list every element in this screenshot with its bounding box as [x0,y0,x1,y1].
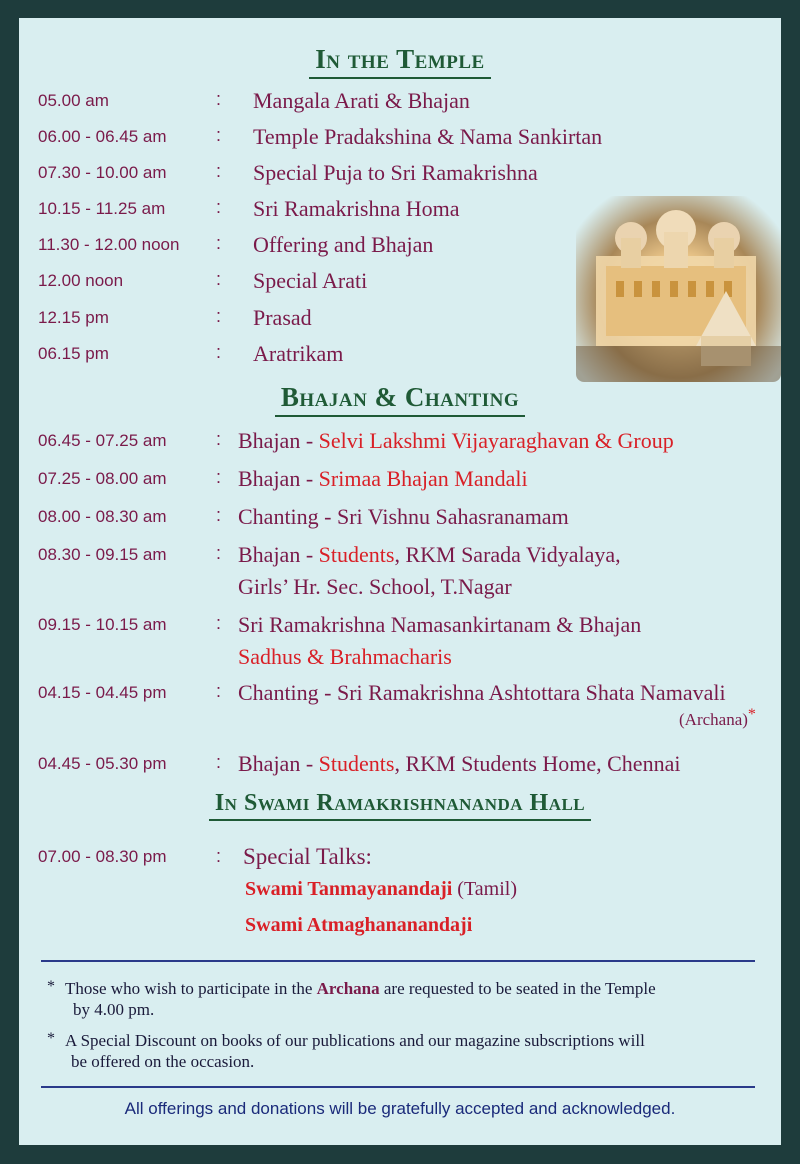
note-star: * [47,978,55,995]
divider-bottom [41,1086,755,1088]
colon: : [216,197,222,217]
desc [238,428,674,454]
time: 12.15 pm [38,308,109,327]
desc [238,466,528,492]
desc: Aratrikam [253,341,344,366]
colon: : [216,429,222,449]
note-emphasis: Archana [316,979,380,998]
desc: Prasad [253,305,312,330]
performer: Srimaa Bhajan Mandali [318,466,528,491]
colon: : [216,125,222,145]
desc-prefix: Bhajan - [238,751,319,776]
colon: : [216,233,222,253]
note-part: Those who wish to participate in the [65,979,317,998]
speaker [245,878,517,901]
performer: Selvi Lakshmi Vijayaraghavan & Group [318,428,674,453]
heading-hall [19,790,781,821]
colon: : [216,269,222,289]
desc: Sri Ramakrishna Namasankirtanam & Bhajan [238,612,642,637]
time: 06.15 pm [38,344,109,363]
desc: Sri Ramakrishna Homa [253,196,460,221]
time: 05.00 am [38,91,109,110]
desc: Temple Pradakshina & Nama Sankirtan [253,124,603,149]
note-part: by 4.00 pm. [73,1000,155,1019]
heading-temple-text: In the Temple [309,44,490,79]
time: 07.25 - 08.00 am [38,469,167,488]
time: 11.30 - 12.00 noon [38,235,180,254]
desc [238,542,621,568]
program-panel [19,18,781,1145]
time: 06.45 - 07.25 am [38,431,167,450]
time: 12.00 noon [38,271,124,290]
desc: Mangala Arati & Bhajan [253,88,470,113]
desc: Offering and Bhajan [253,232,434,257]
note-part: are requested to be seated in the Temple [379,979,656,998]
performer: Students [318,751,395,776]
colon: : [216,846,222,866]
desc: Special Puja to Sri Ramakrishna [253,160,538,185]
archana-label: (Archana) [679,710,748,729]
heading-bhajan-text: Bhajan & Chanting [275,382,525,417]
colon: : [216,681,222,701]
desc-line2: Girls’ Hr. Sec. School, T.Nagar [238,574,512,599]
note-part: A Special Discount on books of our publications and our magazine subscriptions will [65,1031,645,1050]
footer-text: All offerings and donations will be gratefully accepted and acknowledged. [124,1099,676,1118]
desc: Chanting - Sri Ramakrishna Ashtottara Shata Namavali [238,680,726,705]
desc-line2 [679,706,756,730]
heading-bhajan [19,382,781,417]
colon: : [216,543,222,563]
heading-hall-text: In Swami Ramakrishnananda Hall [209,790,591,821]
colon: : [216,161,222,181]
desc-prefix: Bhajan - [238,428,319,453]
desc: Special Arati [253,268,368,293]
time: 10.15 - 11.25 am [38,199,166,218]
desc: Chanting - Sri Vishnu Sahasranamam [238,504,569,529]
time: 04.45 - 05.30 pm [38,754,167,773]
colon: : [216,306,222,326]
time: 07.30 - 10.00 am [38,163,167,182]
time: 09.15 - 10.15 am [38,615,167,634]
desc-prefix: Bhajan - [238,542,319,567]
speaker-language: (Tamil) [457,878,517,900]
desc-suffix: , RKM Sarada Vidyalaya, [394,542,621,567]
note-part: be offered on the occasion. [71,1052,255,1071]
desc-suffix: , RKM Students Home, Chennai [394,751,681,776]
time: 07.00 - 08.30 pm [38,847,167,866]
temple-photo [576,196,781,382]
footnote-star: * [747,706,756,723]
time: 06.00 - 06.45 am [38,127,167,146]
desc-prefix: Bhajan - [238,466,319,491]
talks-title: Special Talks: [243,844,372,869]
speaker-name: Swami Tanmayanandaji [245,878,453,900]
temple-illustration [576,196,781,382]
colon: : [216,752,222,772]
speaker-name: Swami Atmaghananandaji [245,914,473,936]
heading-temple [19,44,781,79]
performer-line2: Sadhus & Brahmacharis [238,644,452,669]
note-star: * [47,1030,55,1047]
time: 08.00 - 08.30 am [38,507,167,526]
performer: Students [318,542,395,567]
time: 08.30 - 09.15 am [38,545,167,564]
note-text [47,1030,757,1072]
colon: : [216,613,222,633]
note-text [47,978,757,1020]
colon: : [216,89,222,109]
note-archana [47,978,757,1020]
desc [238,751,680,777]
colon: : [216,342,222,362]
colon: : [216,505,222,525]
note-discount [47,1030,757,1072]
divider-top [41,960,755,962]
colon: : [216,467,222,487]
time: 04.15 - 04.45 pm [38,683,167,702]
